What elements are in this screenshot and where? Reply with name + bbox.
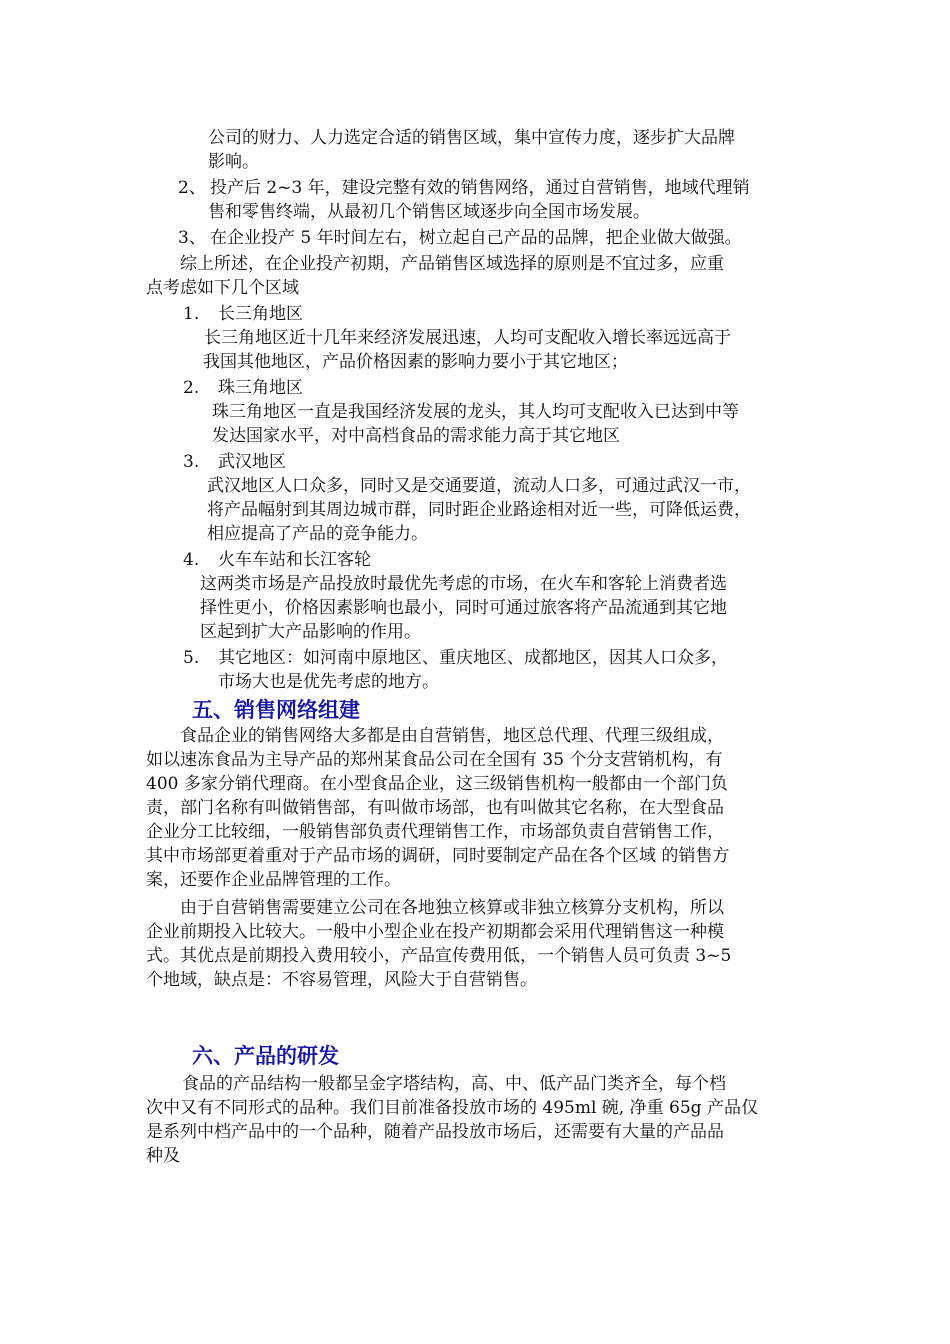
region-3-line-3: 相应提高了产品的竞争能力。	[207, 524, 428, 544]
section-6-para-1-line-2: 次中又有不同形式的品种。我们目前准备投放市场的 495ml 碗, 净重 65g 产品仅	[146, 1098, 758, 1118]
section-5-heading: 五、销售网络组建	[192, 698, 360, 722]
section-5-para-2-line-1: 由于自营销售需要建立公司在各地独立核算或非独立核算分支机构，所以	[180, 898, 724, 918]
section-5-para-1-line-2: 如以速冻食品为主导产品的郑州某食品公司在全国有 35 个分支营销机构，有	[146, 750, 723, 770]
region-2-number: 2.	[183, 378, 200, 398]
section-5-para-1-line-3: 400 多家分销代理商。在小型食品企业，这三级销售机构一般都由一个部门负	[146, 774, 728, 794]
section-5-para-2-line-3: 式。其优点是前期投入费用较小，产品宣传费用低，一个销售人员可负责 3~5	[146, 946, 732, 966]
section-6-para-1-line-4: 种及	[146, 1146, 180, 1166]
section-6-para-1-line-3: 是系列中档产品中的一个品种，随着产品投放市场后，还需要有大量的产品品	[146, 1122, 724, 1142]
plan-item-3-number: 3、	[178, 228, 206, 248]
region-4-line-3: 区起到扩大产品影响的作用。	[200, 622, 421, 642]
section-5-para-1-line-5: 企业分工比较细，一般销售部负责代理销售工作，市场部负责自营销售工作，	[146, 822, 724, 842]
summary-line-2: 点考虑如下几个区域	[146, 278, 299, 298]
region-1-line-1: 长三角地区近十几年来经济发展迅速，人均可支配收入增长率远远高于	[204, 328, 731, 348]
region-4-line-1: 这两类市场是产品投放时最优先考虑的市场，在火车和客轮上消费者选	[200, 574, 727, 594]
region-3-title: 武汉地区	[218, 452, 286, 472]
region-4-line-2: 择性更小，价格因素影响也最小，同时可通过旅客将产品流通到其它地	[200, 598, 727, 618]
region-4-number: 4.	[183, 550, 200, 570]
plan-item-2-number: 2、	[178, 178, 206, 198]
region-3-line-2: 将产品幅射到其周边城市群，同时距企业路途相对近一些，可降低运费，	[207, 500, 751, 520]
plan-item-3-line-1: 在企业投产 5 年时间左右，树立起自己产品的品牌，把企业做大做强。	[210, 228, 742, 248]
region-4-title: 火车车站和长江客轮	[218, 550, 371, 570]
section-5-para-1-line-1: 食品企业的销售网络大多都是由自营销售，地区总代理、代理三级组成，	[180, 726, 724, 746]
plan-item-2-line-1: 投产后 2~3 年，建设完整有效的销售网络，通过自营销售，地域代理销	[210, 178, 750, 198]
region-5-number: 5.	[183, 648, 200, 668]
region-1-number: 1.	[183, 304, 200, 324]
region-5-line-1: 市场大也是优先考虑的地方。	[218, 672, 439, 692]
region-1-title: 长三角地区	[218, 304, 303, 324]
region-1-line-2: 我国其他地区，产品价格因素的影响力要小于其它地区；	[203, 352, 628, 372]
region-2-line-2: 发达国家水平，对中高档食品的需求能力高于其它地区	[212, 426, 620, 446]
section-6-heading: 六、产品的研发	[192, 1044, 339, 1068]
section-5-para-2-line-4: 个地域，缺点是：不容易管理，风险大于自营销售。	[146, 970, 537, 990]
summary-line-1: 综上所述，在企业投产初期，产品销售区域选择的原则是不宜过多，应重	[180, 254, 724, 274]
continuation-line-1: 公司的财力、人力选定合适的销售区域，集中宣传力度，逐步扩大品牌	[208, 128, 735, 148]
section-5-para-1-line-4: 责，部门名称有叫做销售部，有叫做市场部，也有叫做其它名称，在大型食品	[146, 798, 724, 818]
section-5-para-2-line-2: 企业前期投入比较大。一般中小型企业在投产初期都会采用代理销售这一种模	[146, 922, 724, 942]
region-2-title: 珠三角地区	[218, 378, 303, 398]
region-5-title: 其它地区：如河南中原地区、重庆地区、成都地区，因其人口众多，	[218, 648, 728, 668]
section-5-para-1-line-6: 其中市场部更着重对于产品市场的调研，同时要制定产品在各个区域 的销售方	[146, 846, 730, 866]
region-2-line-1: 珠三角地区一直是我国经济发展的龙头，其人均可支配收入已达到中等	[212, 402, 739, 422]
continuation-line-2: 影响。	[208, 152, 259, 172]
section-5-para-1-line-7: 案，还要作企业品牌管理的工作。	[146, 870, 401, 890]
section-6-para-1-line-1: 食品的产品结构一般都呈金字塔结构，高、中、低产品门类齐全，每个档	[182, 1074, 726, 1094]
region-3-line-1: 武汉地区人口众多，同时又是交通要道，流动人口多，可通过武汉一市，	[207, 476, 751, 496]
region-3-number: 3.	[183, 452, 200, 472]
plan-item-2-line-2: 售和零售终端，从最初几个销售区域逐步向全国市场发展。	[208, 202, 650, 222]
